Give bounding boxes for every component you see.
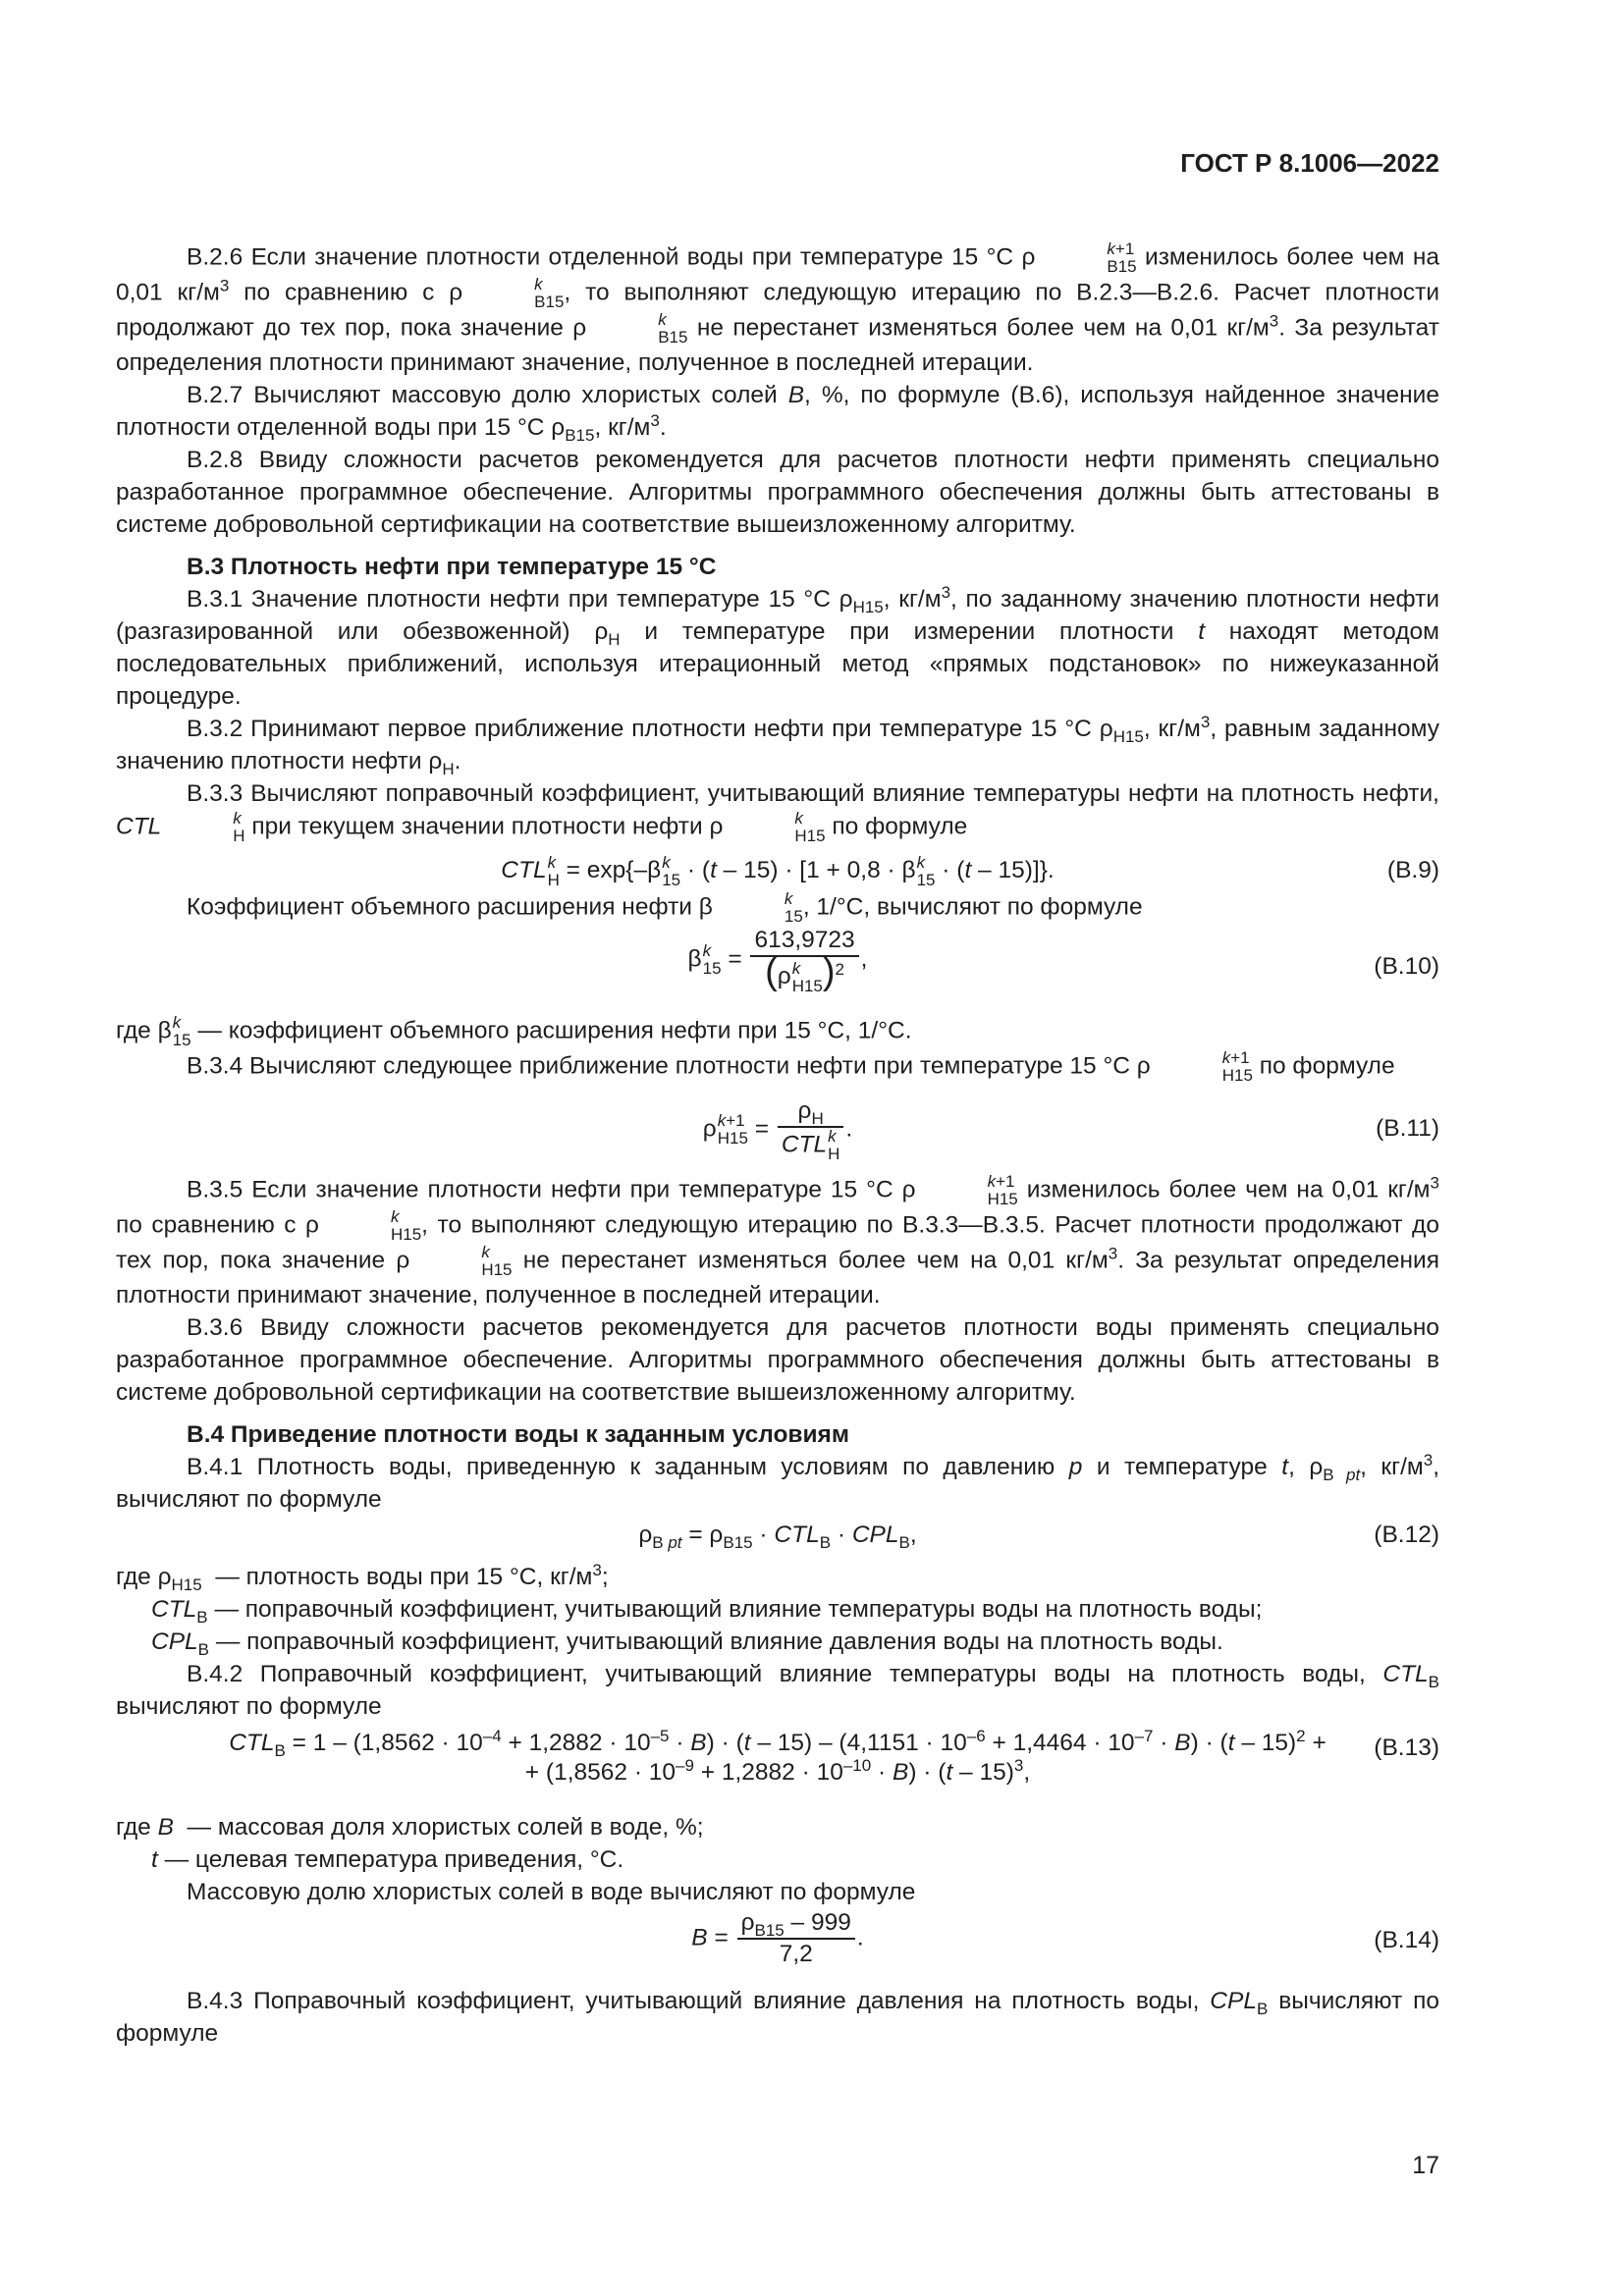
document-header: ГОСТ Р 8.1006—2022 (1180, 148, 1439, 178)
paragraph-b33: В.3.3 Вычисляют поправочный коэффициент, учитывающий влияние температуры нефти на плотность нефти, CTL k Н при текущем значении плотности нефти ρ k Н15 по формуле (116, 780, 1439, 845)
paragraph-b41: В.4.1 Плотность воды, приведенную к заданным условиям по давлению p и температуре t, $\rho_{В pt}$, $кг/м^3$, вычисляют по формуле (116, 1450, 1440, 1513)
paragraph-b34: В.3.4 Вычисляют следующее приближение плотности нефти при температуре 15 °С ρ k+1 Н15 по формуле (187, 1048, 1395, 1085)
paragraph-b36: В.3.6 Ввиду сложности расчетов рекомендуется для расчетов плотности воды применять специально разработанное программное обеспечение. Алгоритмы программного обеспечения должны быть аттестованы в системе добровольной сертификации на соответствие вышеизложенному алгоритму. (116, 1314, 1439, 1406)
paragraph-b42: В.4.2 Поправочный коэффициент, учитывающий влияние температуры воды на плотность воды, $CTL_В$ вычисляют по формуле (116, 1661, 1440, 1720)
formula-b12-number: (В.12) (1374, 1522, 1439, 1548)
where-b12 (116, 1561, 1439, 1658)
paragraph-b28: В.2.8 Ввиду сложности расчетов рекомендуется для расчетов плотности нефти применять специально разработанное программное обеспечение. Алгоритмы программного обеспечения должны быть аттестованы в системе добровольной сертификации на соответствие вышеизложенному алгоритму. (116, 447, 1439, 538)
where-b12-item: $CTL_В$ — поправочный коэффициент, учитывающий влияние температуры воды на плотность воды; (151, 1596, 1263, 1627)
formula-b11-number: (В.11) (1376, 1115, 1439, 1142)
formula-b13-number: (В.13) (1374, 1735, 1439, 1761)
where-b13 (116, 1811, 1439, 1876)
formula-b9-number: (В.9) (1386, 857, 1439, 883)
where-b13-item: где В — массовая доля хлористых солей в воде, %; (116, 1814, 704, 1841)
formula-b14-body: В = $\frac{\rho_{В15} - 999}{7,2}$ . (691, 1909, 864, 1967)
formula-b13-body: $CTL_В = 1 - (1,8562 \cdot 10^{-4} + 1,2882 \cdot 10^{-5} \cdot В) \cdot (t - 15) - (4,1151 \cdot 10^{-6} + 1,4464 \cdot 10^{-7} \cdot В) \cdot (t - 15)^2$ + + $(1,8562 \cdot 10^{-9} + 1,2882 \cdot 10^{-10} \cdot В) \cdot (t - 15)^3$, (229, 1726, 1326, 1786)
formula-b14-fraction: $\frac{\rho_{В15} - 999}{7,2}$ (737, 1908, 855, 1969)
formula-b11 (116, 1096, 1439, 1161)
paragraph-b43: В.4.3 Поправочный коэффициент, учитывающий влияние давления на плотность воды, $CPL_В$ вычисляют по формуле (116, 1988, 1439, 2047)
formula-b9 (116, 851, 1439, 890)
paragraph-b26: В.2.6 Если значение плотности отделенной воды при температуре 15 °С ρ k+1 В15 изменилось более чем на 0,01 $кг/м^3$ по сравнению с ρ k В15 , то выполняют следующую итерацию по В.2.3—В.2.6. Расчет плотности продолжают до тех пор, пока значение ρ k В15 не перестанет изменяться более чем на 0,01 $кг/м^3$. За результат определения плотности принимают значение, полученное в последней итерации. (116, 240, 1440, 376)
paragraph-b32: В.3.2 Принимают первое приближение плотности нефти при температуре 15 °С $\rho_{Н15}$, $кг/м^3$, равным заданному значению плотности нефти $\rho_Н$. (116, 712, 1439, 778)
where-b13-item: t — целевая температура приведения, °С. (151, 1846, 624, 1873)
where-beta: где β k 15 — коэффициент объемного расширения нефти при 15 °С, 1/°С. (116, 1013, 912, 1049)
formula-b10-number: (В.10) (1374, 953, 1439, 980)
formula-b11-body: ρ k+1 Н15 = $\rho_Н$ CTL k Н . (702, 1097, 853, 1163)
paragraph-b35: В.3.5 Если значение плотности нефти при температуре 15 °С ρ k+1 Н15 изменилось более чем на 0,01 $кг/м^3$ по сравнению с ρ k Н15 , то выполняют следующую итерацию по В.3.3—В.3.5. Расчет плотности продолжают до тех пор, пока значение ρ k Н15 не перестанет изменяться более чем на 0,01 $кг/м^3$. За результат определения плотности принимают значение, полученное в последней итерации. (116, 1172, 1439, 1308)
paragraph-mass: Массовую долю хлористых солей в воде вычисляют по формуле (187, 1879, 916, 1905)
heading-b3: В.3 Плотность нефти при температуре 15 °С (187, 554, 717, 580)
page-number: 17 (1412, 2152, 1439, 2179)
paragraph-b31: В.3.1 Значение плотности нефти при температуре 15 °С $\rho_{Н15}$, $кг/м^3$, по заданному значению плотности нефти (разгазированной или обезвоженной) $\rho_Н$ и температуре при измерении плотности t находят методом последовательных приближений, используя итерационный метод «прямых подстановок» по нижеуказанной процедуре. (116, 582, 1440, 710)
formula-b12 (116, 1516, 1439, 1555)
paragraph-b27: В.2.7 Вычисляют массовую долю хлористых солей В, %, по формуле (В.6), используя найденное значение плотности отделенной воды при 15 °С $\rho_{В15}$, $кг/м^3$. (116, 382, 1439, 445)
formula-b11-fraction: $\rho_Н$ CTL k Н (778, 1096, 844, 1163)
formula-b14 (116, 1908, 1439, 1973)
where-b12-item: где $\rho_{Н15}$ — плотность воды при 15 °С, $кг/м^3$; (116, 1560, 609, 1594)
heading-b4: В.4 Приведение плотности воды к заданным условиям (187, 1421, 849, 1448)
where-b12-item: $CPL_В$ — поправочный коэффициент, учитывающий влияние давления воды на плотность воды. (151, 1629, 1223, 1659)
paragraph-beta: Коэффициент объемного расширения нефти β k 15 , 1/°С, вычисляют по формуле (187, 889, 1143, 926)
formula-b9-body: CTL k Н = exp{–β k 15 · (t – 15) · [1 + 0,8 · β k 15 · (t – 15)]}. (501, 852, 1055, 889)
formula-b14-number: (В.14) (1374, 1927, 1439, 1953)
formula-b12-body: $\rho_{В pt} = \rho_{В15} \cdot CTL_В \cdot CPL_В$, (638, 1522, 917, 1552)
document-body (116, 240, 1439, 2050)
formula-b10 (116, 926, 1439, 1008)
formula-b13 (116, 1726, 1439, 1799)
formula-b10-body: β k 15 = 613,9723 (ρ k Н15 )$^2$ , (687, 927, 868, 995)
formula-b10-fraction: 613,9723 (ρ k Н15 )$^2$ (750, 926, 858, 995)
